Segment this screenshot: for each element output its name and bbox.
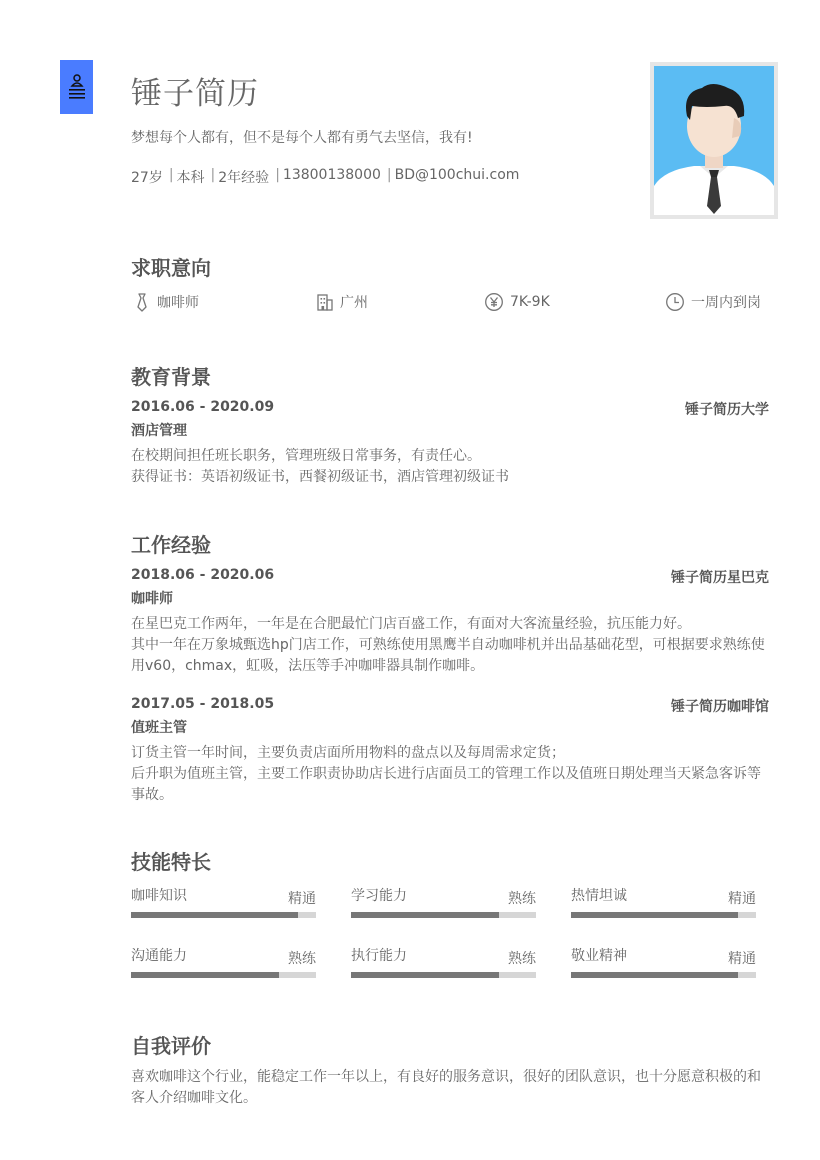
resume-name: 锤子简历 [131,76,259,112]
skill-level: 精通 [728,951,756,967]
intent-availability [665,292,761,312]
work-line: 其中一年在万象城甄选hp门店工作，可熟练使用黑鹰半自动咖啡机并出品基础花型，可根据要求熟练使用v60，chmax，虹吸，法压等手冲咖啡器具制作咖啡。 [131,637,765,674]
skill-bar [131,972,316,978]
avatar-illustration [654,66,774,215]
intent-city-text: 广州 [340,295,368,311]
person-menu-icon [67,71,87,103]
intent-city [316,292,368,312]
work-line: 订货主管一年时间，主要负责店面所用物料的盘点以及每周需求定货； [131,745,565,761]
intent-salary-text: 7K-9K [510,294,550,310]
skill-level: 熟练 [288,951,316,967]
skill-item [351,943,536,978]
work-role: 值班主管 [131,720,187,736]
skill-bar-fill [571,912,738,918]
work-line: 在星巴克工作两年，一年是在合肥最忙门店百盛工作，有面对大客流量经验，抗压能力好。 [131,616,691,632]
resume-tag [60,60,93,114]
education-major: 酒店管理 [131,423,187,439]
info-degree: 本科 [176,170,205,186]
work-description [131,614,771,677]
education-period: 2016.06 - 2020.09 [131,399,275,415]
section-title-intent: 求职意向 [131,256,211,280]
info-separator: | [168,167,174,183]
skill-item [351,883,536,918]
building-icon [316,292,334,312]
skill-item [571,943,756,978]
skill-bar [571,972,756,978]
profile-photo [650,62,778,219]
tie-icon [133,292,151,312]
work-entry-header [131,567,769,587]
work-description [131,743,771,806]
intent-salary [484,292,550,312]
work-period: 2018.06 - 2020.06 [131,567,275,583]
intent-position-text: 咖啡师 [157,295,199,311]
info-phone: 13800138000 [282,167,381,183]
section-title-education: 教育背景 [131,365,211,389]
work-role: 咖啡师 [131,591,173,607]
skill-bar-fill [351,972,499,978]
skill-item [571,883,756,918]
info-separator: | [275,167,280,183]
section-title-self-eval: 自我评价 [131,1034,211,1058]
education-school: 锤子简历大学 [685,402,769,418]
skill-bar [571,912,756,918]
motto: 梦想每个人都有，但不是每个人都有勇气去坚信，我有! [131,130,473,146]
skill-bar-fill [351,912,499,918]
skill-bar-fill [131,972,279,978]
skill-level: 精通 [728,891,756,907]
info-age: 27岁 [131,170,163,186]
skill-bar-fill [131,912,298,918]
intent-position [133,292,199,312]
education-line: 在校期间担任班长职务，管理班级日常事务，有责任心。 [131,448,481,464]
skill-name: 敬业精神 [571,948,627,964]
skill-name: 热情坦诚 [571,888,627,904]
info-experience: 2年经验 [218,170,270,186]
skill-bar [351,972,536,978]
intent-availability-text: 一周内到岗 [691,295,761,311]
skill-level: 熟练 [508,951,536,967]
work-line: 后升职为值班主管，主要工作职责协助店长进行店面员工的管理工作以及值班日期处理当天紧急客诉等事故。 [131,766,761,803]
clock-icon [665,292,685,312]
work-entry-header [131,696,769,716]
skill-name: 学习能力 [351,888,407,904]
section-title-skills: 技能特长 [131,850,211,874]
skill-bar [131,912,316,918]
education-description [131,446,771,488]
skill-name: 咖啡知识 [131,888,187,904]
skill-name: 沟通能力 [131,948,187,964]
work-company: 锤子简历星巴克 [671,570,769,586]
skill-bar-fill [571,972,738,978]
work-period: 2017.05 - 2018.05 [131,696,275,712]
education-line: 获得证书：英语初级证书，西餐初级证书，酒店管理初级证书 [131,469,509,485]
education-entry-header [131,399,769,419]
skill-level: 精通 [288,891,316,907]
basic-info [131,167,519,187]
info-separator: | [210,167,216,183]
skill-bar [351,912,536,918]
info-separator: | [386,167,392,183]
yen-icon [484,292,504,312]
skill-item [131,943,316,978]
skill-name: 执行能力 [351,948,407,964]
work-company: 锤子简历咖啡馆 [671,699,769,715]
skill-item [131,883,316,918]
info-email: BD@100chui.com [394,167,520,183]
self-eval-text: 喜欢咖啡这个行业，能稳定工作一年以上，有良好的服务意识，很好的团队意识，也十分愿意积极的和客人介绍咖啡文化。 [131,1069,761,1106]
section-title-work: 工作经验 [131,533,211,557]
skill-level: 熟练 [508,891,536,907]
